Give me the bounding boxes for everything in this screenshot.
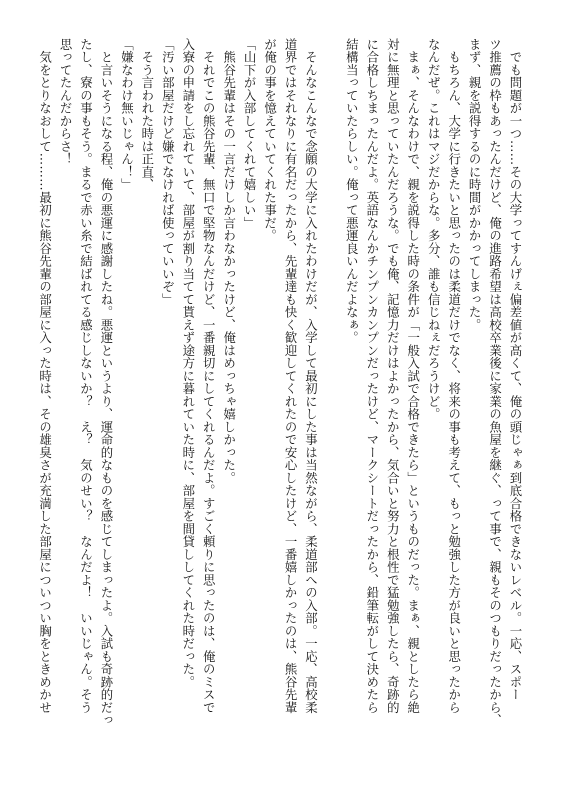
text-line: ツ推薦の枠もあったんだけど、俺の進路希望は高校卒業後に家業の魚屋を継ぐ、って事で、親もそのつもりだったから、 xyxy=(487,38,503,727)
text-line: 気をとりなおして………最初に熊谷先輩の部屋に入った時は、その雄臭さが充満した部屋についつい胸をときめかせ xyxy=(37,38,53,714)
dialogue-line: 「山下が入部してくれて嬉しい」 xyxy=(242,38,258,230)
blank-line xyxy=(320,38,340,753)
text-line: 熊谷先輩はその一言だけしか言わなかったけど、俺はめっちゃ嬉しかった。 xyxy=(221,38,237,485)
text-line: そう言われた時は正直、 xyxy=(139,38,155,191)
text-line: たし、寮の事もそう。まるで赤い糸で結ばれてる感じしないか？ え？ 気のせい？ なんだよ！ いいじゃん。そう xyxy=(78,38,94,714)
text-line: 対に無理と思っていたんだろうな。でも俺、記憶力だけはよかったから、気合いと努力と根性で猛勉強したら、奇跡的 xyxy=(385,38,401,714)
text-line: と言いそうになる程、俺の悪運に感謝したね。悪運というより、運命的なものを感じてしまったよ。入試も奇跡的だっ xyxy=(98,38,114,727)
text-line: 思ってたんだからさ！ xyxy=(58,38,74,166)
dialogue-line: 「汚い部屋だけど嫌でなければ使っていいぞ」 xyxy=(160,38,176,306)
text-line: そんなこんなで念願の大学に入れたわけだが、入学して最初にした事は当然ながら、柔道部への入部。一応、高校柔 xyxy=(303,38,319,714)
text-line: が俺の事を憶えていてくれた事だ。 xyxy=(262,38,278,242)
text-line: に合格しちまったんだよ。英語なんかチンプンカンプンだったけど、マークシートだったから、鉛筆転がして決めたら xyxy=(364,38,380,714)
text-line: なんだぜ。これはマジだからな。多分、誰も信じねぇだろうけど。 xyxy=(426,38,442,421)
text-line: 道界ではそれなりに有名だったから、先輩達も快く歓迎してくれたので安心したけど、一番嬉しかったのは、熊谷先輩 xyxy=(283,38,299,714)
dialogue-line: 「嫌なわけ無いじゃん！」 xyxy=(119,38,135,191)
text-line: もちろん、大学に行きたいと思ったのは柔道だけでなく、将来の事も考えて、もっと勉強した方が良いと思ったから xyxy=(446,38,462,714)
vertical-text-body xyxy=(35,38,525,753)
text-line: 入寮の申請をし忘れていて、部屋が割り当てて貰えず途方に暮れていた時に、部屋を間貸ししてくれた時だった。 xyxy=(180,38,196,689)
text-line: まぁ、そんなわけで、親を説得した時の条件が「一般入試で合格できたら」というものだった。まぁ、親としたら絶 xyxy=(405,38,421,714)
text-line: でも問題が一つ……その大学ってすんげぇ偏差値が高くて、俺の頭じゃぁ到底合格できないレベル。一応、スポー xyxy=(508,38,523,701)
text-line: それでこの熊谷先輩、無口で堅物なんだけど、一番親切にしてくれるんだよ。すごく頼りに思ったのは、俺のミスで xyxy=(201,38,217,714)
text-line: まず、親を説得するのに時間がかかってしまった。 xyxy=(467,38,483,332)
text-line: 結構当っていたらしい。俺って悪運良いんだよなぁ。 xyxy=(344,38,360,344)
